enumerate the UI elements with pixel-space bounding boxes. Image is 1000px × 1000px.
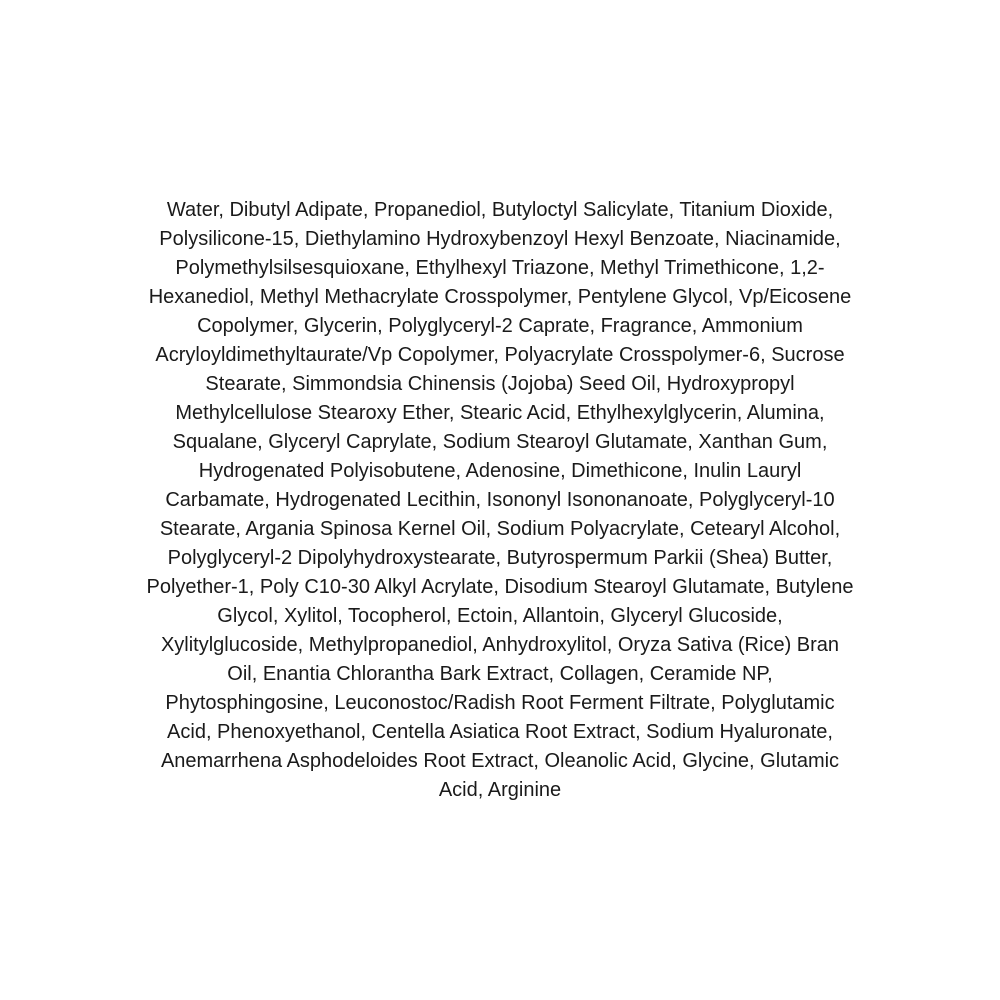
ingredients-line: Polyether-1, Poly C10-30 Alkyl Acrylate, Disodium Stearoyl Glutamate, Butylene (146, 576, 854, 598)
ingredients-line: Water, Dibutyl Adipate, Propanediol, Butyloctyl Salicylate, Titanium Dioxide, (166, 199, 834, 221)
ingredients-line: Stearate, Argania Spinosa Kernel Oil, Sodium Polyacrylate, Cetearyl Alcohol, (159, 518, 841, 540)
ingredients-line: Methylcellulose Stearoxy Ether, Stearic Acid, Ethylhexylglycerin, Alumina, (175, 402, 825, 424)
ingredients-list (0, 196, 1000, 805)
ingredients-line: Acid, Arginine (438, 779, 562, 801)
ingredients-line: Stearate, Simmondsia Chinensis (Jojoba) Seed Oil, Hydroxypropyl (205, 373, 795, 395)
ingredients-line: Squalane, Glyceryl Caprylate, Sodium Stearoyl Glutamate, Xanthan Gum, (172, 431, 828, 453)
ingredients-line: Polyglyceryl-2 Dipolyhydroxystearate, Butyrospermum Parkii (Shea) Butter, (167, 547, 833, 569)
ingredients-line: Oil, Enantia Chlorantha Bark Extract, Collagen, Ceramide NP, (227, 663, 773, 685)
ingredients-line: Hexanediol, Methyl Methacrylate Crosspolymer, Pentylene Glycol, Vp/Eicosene (148, 286, 852, 308)
ingredients-line: Acryloyldimethyltaurate/Vp Copolymer, Polyacrylate Crosspolymer-6, Sucrose (155, 344, 845, 366)
ingredients-line: Polymethylsilsesquioxane, Ethylhexyl Triazone, Methyl Trimethicone, 1,2- (175, 257, 825, 279)
ingredients-line: Phytosphingosine, Leuconostoc/Radish Root Ferment Filtrate, Polyglutamic (165, 692, 835, 714)
ingredients-line: Carbamate, Hydrogenated Lecithin, Isononyl Isononanoate, Polyglyceryl-10 (165, 489, 835, 511)
ingredients-line: Xylitylglucoside, Methylpropanediol, Anhydroxylitol, Oryza Sativa (Rice) Bran (160, 634, 840, 656)
ingredients-line: Copolymer, Glycerin, Polyglyceryl-2 Caprate, Fragrance, Ammonium (197, 315, 803, 337)
ingredients-line: Polysilicone-15, Diethylamino Hydroxybenzoyl Hexyl Benzoate, Niacinamide, (159, 228, 841, 250)
ingredients-line: Acid, Phenoxyethanol, Centella Asiatica Root Extract, Sodium Hyaluronate, (167, 721, 833, 743)
ingredients-line: Hydrogenated Polyisobutene, Adenosine, Dimethicone, Inulin Lauryl (198, 460, 802, 482)
ingredients-line: Glycol, Xylitol, Tocopherol, Ectoin, Allantoin, Glyceryl Glucoside, (217, 605, 783, 627)
ingredients-line: Anemarrhena Asphodeloides Root Extract, Oleanolic Acid, Glycine, Glutamic (160, 750, 840, 772)
